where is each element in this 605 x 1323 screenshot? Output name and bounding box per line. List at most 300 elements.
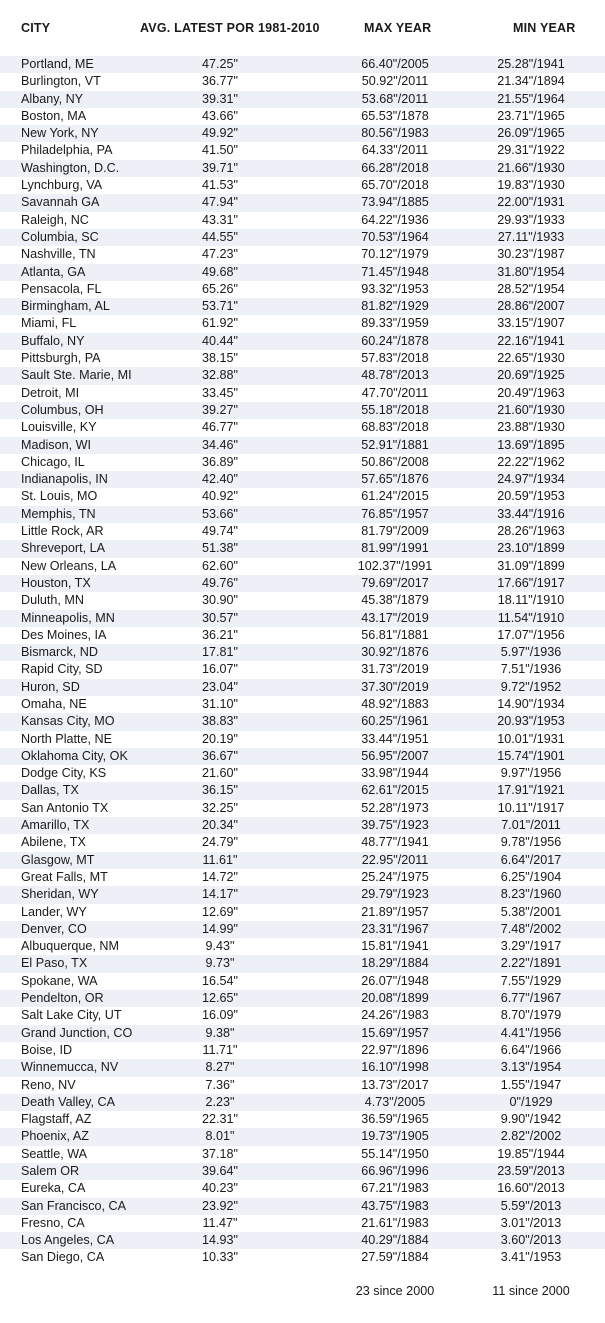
cell-max-year: 22.97"/1896: [361, 1042, 429, 1057]
cell-city: Louisville, KY: [21, 420, 97, 435]
cell-min-year: 6.77"/1967: [500, 991, 562, 1006]
cell-avg: 47.25": [202, 57, 238, 71]
cell-city: Amarillo, TX: [21, 818, 90, 833]
table-row: [0, 1059, 605, 1076]
cell-city: Oklahoma City, OK: [21, 748, 128, 763]
cell-avg: 41.50": [202, 143, 238, 158]
cell-max-year: 53.68"/2011: [361, 91, 429, 106]
cell-min-year: 3.29"/1917: [500, 939, 562, 954]
cell-max-year: 81.79"/2009: [361, 524, 429, 539]
cell-avg: 39.27": [202, 402, 238, 417]
cell-city: Dallas, TX: [21, 783, 79, 798]
cell-city: Phoenix, AZ: [21, 1129, 89, 1144]
table-row: [0, 367, 605, 384]
cell-city: Memphis, TN: [21, 506, 96, 521]
cell-max-year: 4.73"/2005: [364, 1094, 426, 1109]
cell-max-year: 64.33"/2011: [361, 143, 429, 158]
cell-min-year: 6.25"/1904: [500, 869, 562, 884]
table-row: [0, 1215, 605, 1232]
table-row: [0, 540, 605, 557]
cell-city: Lynchburg, VA: [21, 178, 103, 193]
table-row: [0, 955, 605, 972]
cell-min-year: 20.69"/1925: [497, 368, 565, 383]
cell-city: Pittsburgh, PA: [21, 351, 101, 366]
cell-avg: 36.21": [202, 627, 238, 642]
cell-avg: 49.76": [202, 575, 238, 590]
cell-city: Pensacola, FL: [21, 281, 102, 296]
cell-avg: 8.27": [205, 1060, 235, 1075]
cell-avg: 43.66": [202, 108, 238, 123]
cell-avg: 53.66": [202, 506, 238, 521]
table-row: [0, 471, 605, 488]
cell-city: Detroit, MI: [21, 385, 80, 400]
table-row: [0, 765, 605, 782]
cell-city: Buffalo, NY: [21, 333, 85, 348]
cell-city: Miami, FL: [21, 316, 77, 331]
cell-min-year: 23.88"/1930: [497, 420, 565, 435]
cell-avg: 30.90": [202, 593, 238, 608]
table-row: [0, 661, 605, 678]
cell-min-year: 13.69"/1895: [497, 437, 565, 452]
cell-max-year: 71.45"/1948: [361, 264, 429, 279]
cell-max-year: 60.25"/1961: [361, 714, 429, 729]
cell-min-year: 7.51"/1936: [500, 662, 562, 677]
cell-min-year: 8.23"/1960: [500, 887, 562, 902]
table-row: [0, 488, 605, 505]
cell-min-year: 17.07"/1956: [497, 627, 565, 642]
table-row: [0, 834, 605, 851]
cell-city: Savannah GA: [21, 195, 100, 210]
cell-max-year: 67.21"/1983: [361, 1181, 429, 1196]
cell-avg: 46.77": [202, 420, 238, 435]
cell-avg: 31.10": [202, 696, 238, 711]
table-body: [0, 56, 605, 1267]
cell-min-year: 23.59"/2013: [497, 1164, 565, 1178]
cell-avg: 36.67": [202, 748, 238, 763]
cell-avg: 30.57": [202, 610, 238, 625]
cell-max-year: 40.29"/1884: [361, 1233, 429, 1248]
table-row: [0, 886, 605, 903]
cell-max-year: 79.69"/2017: [361, 575, 429, 590]
cell-city: Rapid City, SD: [21, 662, 103, 677]
cell-max-year: 50.92"/2011: [361, 74, 429, 89]
cell-avg: 8.01": [205, 1129, 235, 1144]
table-header: [0, 0, 605, 56]
cell-city: San Antonio TX: [21, 800, 109, 815]
cell-min-year: 5.97"/1936: [500, 645, 562, 660]
cell-max-year: 18.29"/1884: [361, 956, 429, 971]
cell-max-year: 25.24"/1975: [361, 869, 429, 884]
cell-avg: 10.33": [202, 1250, 238, 1265]
cell-min-year: 3.41"/1953: [500, 1250, 562, 1265]
cell-max-year: 60.24"/1878: [361, 333, 429, 348]
cell-avg: 2.23": [205, 1094, 235, 1109]
cell-avg: 16.07": [202, 662, 238, 677]
cell-avg: 39.31": [202, 91, 238, 106]
table-row: [0, 506, 605, 523]
cell-city: Lander, WY: [21, 904, 87, 919]
cell-max-year: 21.89"/1957: [361, 904, 429, 919]
cell-max-year: 57.83"/2018: [361, 351, 429, 366]
cell-city: Philadelphia, PA: [21, 143, 113, 158]
cell-max-year: 81.82"/1929: [361, 299, 429, 314]
cell-max-year: 73.94"/1885: [361, 195, 429, 210]
cell-max-year: 15.69"/1957: [361, 1025, 429, 1040]
table-row: [0, 627, 605, 644]
cell-max-year: 66.96"/1996: [361, 1164, 429, 1178]
cell-avg: 20.19": [202, 731, 238, 746]
cell-max-year: 55.18"/2018: [361, 402, 429, 417]
cell-min-year: 2.22"/1891: [500, 956, 562, 971]
cell-max-year: 64.22"/1936: [361, 212, 429, 227]
cell-city: Burlington, VT: [21, 74, 101, 89]
table-row: [0, 592, 605, 609]
table-row: [0, 817, 605, 834]
cell-max-year: 13.73"/2017: [361, 1077, 429, 1092]
cell-max-year: 102.37"/1991: [357, 558, 433, 573]
cell-min-year: 18.11"/1910: [497, 593, 565, 608]
cell-avg: 40.92": [202, 489, 238, 504]
cell-max-year: 31.73"/2019: [361, 662, 429, 677]
table-row: [0, 1232, 605, 1249]
cell-avg: 36.77": [202, 74, 238, 89]
table-row: [0, 696, 605, 713]
cell-city: Boise, ID: [21, 1042, 73, 1057]
cell-min-year: 20.93"/1953: [497, 714, 565, 729]
cell-avg: 23.92": [202, 1198, 238, 1213]
cell-avg: 12.69": [202, 904, 238, 919]
table-row: [0, 194, 605, 211]
cell-min-year: 28.52"/1954: [497, 281, 565, 296]
cell-max-year: 89.33"/1959: [361, 316, 429, 331]
cell-max-year: 37.30"/2019: [361, 679, 429, 694]
cell-city: Great Falls, MT: [21, 869, 108, 884]
cell-max-year: 39.75"/1923: [361, 818, 429, 833]
cell-city: Huron, SD: [21, 679, 80, 694]
cell-city: Raleigh, NC: [21, 212, 89, 227]
cell-min-year: 11.54"/1910: [497, 610, 565, 625]
cell-city: Albany, NY: [21, 91, 84, 106]
cell-city: Salt Lake City, UT: [21, 1008, 122, 1023]
table-row: [0, 558, 605, 575]
cell-avg: 32.88": [202, 368, 238, 383]
cell-city: Duluth, MN: [21, 593, 84, 608]
table-row: [0, 1128, 605, 1145]
cell-max-year: 23.31"/1967: [361, 921, 429, 936]
cell-avg: 36.15": [202, 783, 238, 798]
cell-max-year: 20.08"/1899: [361, 991, 429, 1006]
cell-min-year: 6.64"/2017: [500, 852, 562, 867]
table-row: [0, 523, 605, 540]
table-row: [0, 1146, 605, 1163]
cell-avg: 40.23": [202, 1181, 238, 1196]
header-min-year: MIN YEAR: [513, 21, 576, 35]
cell-city: Denver, CO: [21, 921, 87, 936]
cell-max-year: 47.70"/2011: [361, 385, 429, 400]
cell-city: Seattle, WA: [21, 1146, 88, 1161]
cell-max-year: 70.12"/1979: [361, 247, 429, 262]
cell-city: Spokane, WA: [21, 973, 98, 988]
cell-min-year: 9.72"/1952: [500, 679, 562, 694]
cell-city: Salem OR: [21, 1164, 80, 1178]
cell-avg: 23.04": [202, 679, 238, 694]
cell-max-year: 30.92"/1876: [361, 645, 429, 660]
cell-city: San Diego, CA: [21, 1250, 105, 1265]
cell-max-year: 62.61"/2015: [361, 783, 429, 798]
table-row: [0, 142, 605, 159]
table-row: [0, 610, 605, 627]
cell-min-year: 31.09"/1899: [497, 558, 565, 573]
cell-min-year: 2.82"/2002: [500, 1129, 562, 1144]
cell-min-year: 30.23"/1987: [497, 247, 565, 262]
cell-min-year: 6.64"/1966: [500, 1042, 562, 1057]
cell-min-year: 24.97"/1934: [497, 472, 565, 487]
cell-min-year: 1.55"/1947: [500, 1077, 562, 1092]
cell-max-year: 43.17"/2019: [361, 610, 429, 625]
cell-city: Fresno, CA: [21, 1215, 85, 1230]
cell-min-year: 29.93"/1933: [497, 212, 565, 227]
cell-min-year: 21.60"/1930: [497, 402, 565, 417]
cell-min-year: 14.90"/1934: [497, 696, 565, 711]
cell-max-year: 76.85"/1957: [361, 506, 429, 521]
cell-min-year: 29.31"/1922: [497, 143, 565, 158]
cell-city: New Orleans, LA: [21, 558, 117, 573]
cell-min-year: 9.78"/1956: [500, 835, 562, 850]
table-row: [0, 1042, 605, 1059]
cell-max-year: 33.98"/1944: [361, 766, 429, 781]
cell-city: Sault Ste. Marie, MI: [21, 368, 132, 383]
cell-city: Chicago, IL: [21, 454, 85, 469]
cell-avg: 37.18": [202, 1146, 238, 1161]
cell-city: Birmingham, AL: [21, 299, 110, 314]
cell-city: Reno, NV: [21, 1077, 76, 1092]
table-row: [0, 852, 605, 869]
cell-min-year: 23.71"/1965: [497, 108, 565, 123]
table-row: [0, 264, 605, 281]
table-row: [0, 904, 605, 921]
cell-city: Dodge City, KS: [21, 766, 107, 781]
cell-avg: 7.36": [205, 1077, 235, 1092]
cell-avg: 14.72": [202, 869, 238, 884]
table-row: [0, 800, 605, 817]
cell-avg: 17.81": [202, 645, 238, 660]
table-row: [0, 385, 605, 402]
table-row: [0, 1180, 605, 1197]
cell-city: Houston, TX: [21, 575, 91, 590]
table-row: [0, 1163, 605, 1180]
cell-city: Albuquerque, NM: [21, 939, 120, 954]
table-row: [0, 921, 605, 938]
cell-min-year: 7.01"/2011: [501, 818, 561, 833]
table-row: [0, 1249, 605, 1266]
cell-max-year: 70.53"/1964: [361, 229, 429, 244]
cell-city: Bismarck, ND: [21, 645, 98, 660]
cell-avg: 43.31": [202, 212, 238, 227]
cell-min-year: 20.59"/1953: [497, 489, 565, 504]
cell-min-year: 15.74"/1901: [497, 748, 565, 763]
cell-min-year: 16.60"/2013: [497, 1181, 565, 1196]
cell-max-year: 45.38"/1879: [361, 593, 429, 608]
cell-city: Atlanta, GA: [21, 264, 86, 279]
table-row: [0, 160, 605, 177]
cell-avg: 49.92": [202, 126, 238, 141]
cell-city: Grand Junction, CO: [21, 1025, 133, 1040]
cell-city: Shreveport, LA: [21, 541, 106, 556]
cell-avg: 41.53": [202, 178, 238, 193]
cell-max-year: 81.99"/1991: [361, 541, 429, 556]
table-row: [0, 1094, 605, 1111]
cell-max-year: 48.78"/2013: [361, 368, 429, 383]
cell-avg: 53.71": [202, 299, 238, 314]
cell-city: Los Angeles, CA: [21, 1233, 115, 1248]
cell-city: San Francisco, CA: [21, 1198, 126, 1213]
header-max-year: MAX YEAR: [364, 21, 432, 35]
table-row: [0, 1111, 605, 1128]
cell-max-year: 80.56"/1983: [361, 126, 429, 141]
table-row: [0, 1198, 605, 1215]
cell-max-year: 26.07"/1948: [361, 973, 429, 988]
cell-avg: 49.74": [202, 524, 238, 539]
cell-min-year: 3.60"/2013: [500, 1233, 562, 1248]
cell-city: Glasgow, MT: [21, 852, 95, 867]
table-row: [0, 990, 605, 1007]
cell-min-year: 22.16"/1941: [497, 333, 565, 348]
cell-max-year: 16.10"/1998: [361, 1060, 429, 1075]
table-row: [0, 229, 605, 246]
cell-avg: 22.31": [202, 1112, 238, 1127]
cell-avg: 14.93": [202, 1233, 238, 1248]
cell-avg: 65.26": [202, 281, 238, 296]
cell-min-year: 21.34"/1894: [497, 74, 565, 89]
cell-avg: 11.61": [202, 852, 238, 867]
table-footer: [0, 1284, 605, 1302]
cell-min-year: 8.70"/1979: [500, 1008, 562, 1023]
cell-min-year: 10.01"/1931: [497, 731, 565, 746]
cell-city: Indianapolis, IN: [21, 472, 108, 487]
cell-avg: 34.46": [202, 437, 238, 452]
cell-max-year: 68.83"/2018: [361, 420, 429, 435]
header-avg: AVG. LATEST POR 1981-2010: [140, 21, 320, 35]
table-row: [0, 938, 605, 955]
cell-city: St. Louis, MO: [21, 489, 98, 504]
cell-min-year: 21.55"/1964: [497, 91, 565, 106]
table-row: [0, 56, 605, 73]
cell-max-year: 48.77"/1941: [361, 835, 429, 850]
cell-min-year: 5.59"/2013: [500, 1198, 562, 1213]
cell-city: Des Moines, IA: [21, 627, 107, 642]
cell-city: Abilene, TX: [21, 835, 86, 850]
cell-avg: 38.15": [202, 351, 238, 366]
cell-max-year: 43.75"/1983: [361, 1198, 429, 1213]
table-row: [0, 315, 605, 332]
cell-min-year: 33.44"/1916: [497, 506, 565, 521]
cell-avg: 21.60": [202, 766, 238, 781]
cell-avg: 47.94": [202, 195, 238, 210]
cell-min-year: 3.01"/2013: [500, 1215, 562, 1230]
table-row: [0, 748, 605, 765]
cell-min-year: 19.83"/1930: [497, 178, 565, 193]
cell-min-year: 28.26"/1963: [497, 524, 565, 539]
cell-avg: 9.73": [205, 956, 235, 971]
cell-min-year: 22.00"/1931: [497, 195, 565, 210]
cell-min-year: 25.28"/1941: [497, 57, 565, 71]
table-row: [0, 679, 605, 696]
table-row: [0, 454, 605, 471]
cell-max-year: 22.95"/2011: [361, 852, 429, 867]
cell-min-year: 26.09"/1965: [497, 126, 565, 141]
table-row: [0, 108, 605, 125]
table-row: [0, 437, 605, 454]
cell-max-year: 50.86"/2008: [361, 454, 429, 469]
cell-min-year: 5.38"/2001: [500, 904, 562, 919]
table-row: [0, 713, 605, 730]
cell-max-year: 48.92"/1883: [361, 696, 429, 711]
cell-city: Death Valley, CA: [21, 1094, 116, 1109]
cell-avg: 61.92": [202, 316, 238, 331]
cell-avg: 11.71": [202, 1042, 238, 1057]
table-row: [0, 246, 605, 263]
cell-min-year: 21.66"/1930: [497, 160, 565, 175]
table-row: [0, 869, 605, 886]
cell-max-year: 19.73"/1905: [361, 1129, 429, 1144]
cell-max-year: 65.53"/1878: [361, 108, 429, 123]
cell-avg: 24.79": [202, 835, 238, 850]
cell-avg: 62.60": [202, 558, 238, 573]
cell-min-year: 10.11"/1917: [497, 800, 565, 815]
table-row: [0, 644, 605, 661]
cell-city: Columbus, OH: [21, 402, 104, 417]
cell-max-year: 66.28"/2018: [361, 160, 429, 175]
cell-avg: 44.55": [202, 229, 238, 244]
cell-min-year: 7.48"/2002: [500, 921, 562, 936]
table-row: [0, 1007, 605, 1024]
cell-min-year: 9.90"/1942: [500, 1112, 562, 1127]
cell-avg: 20.34": [202, 818, 238, 833]
table-row: [0, 731, 605, 748]
cell-avg: 33.45": [202, 385, 238, 400]
table-row: [0, 212, 605, 229]
cell-avg: 42.40": [202, 472, 238, 487]
cell-min-year: 17.91"/1921: [497, 783, 565, 798]
cell-max-year: 93.32"/1953: [361, 281, 429, 296]
table-row: [0, 298, 605, 315]
cell-avg: 47.23": [202, 247, 238, 262]
cell-city: North Platte, NE: [21, 731, 112, 746]
cell-avg: 11.47": [202, 1215, 238, 1230]
table-row: [0, 419, 605, 436]
table-row: [0, 281, 605, 298]
cell-max-year: 33.44"/1951: [361, 731, 429, 746]
cell-min-year: 4.41"/1956: [500, 1025, 562, 1040]
cell-city: Flagstaff, AZ: [21, 1112, 92, 1127]
cell-city: Eureka, CA: [21, 1181, 86, 1196]
cell-city: El Paso, TX: [21, 956, 88, 971]
cell-max-year: 52.91"/1881: [361, 437, 429, 452]
cell-min-year: 19.85"/1944: [497, 1146, 565, 1161]
cell-avg: 38.83": [202, 714, 238, 729]
cell-max-year: 27.59"/1884: [361, 1250, 429, 1265]
cell-max-year: 24.26"/1983: [361, 1008, 429, 1023]
cell-city: Kansas City, MO: [21, 714, 115, 729]
table-row: [0, 91, 605, 108]
cell-avg: 12.65": [202, 991, 238, 1006]
cell-max-year: 15.81"/1941: [361, 939, 429, 954]
cell-min-year: 9.97"/1956: [500, 766, 562, 781]
cell-city: Portland, ME: [21, 57, 94, 71]
cell-avg: 40.44": [202, 333, 238, 348]
cell-min-year: 33.15"/1907: [497, 316, 565, 331]
cell-avg: 16.09": [202, 1008, 238, 1023]
